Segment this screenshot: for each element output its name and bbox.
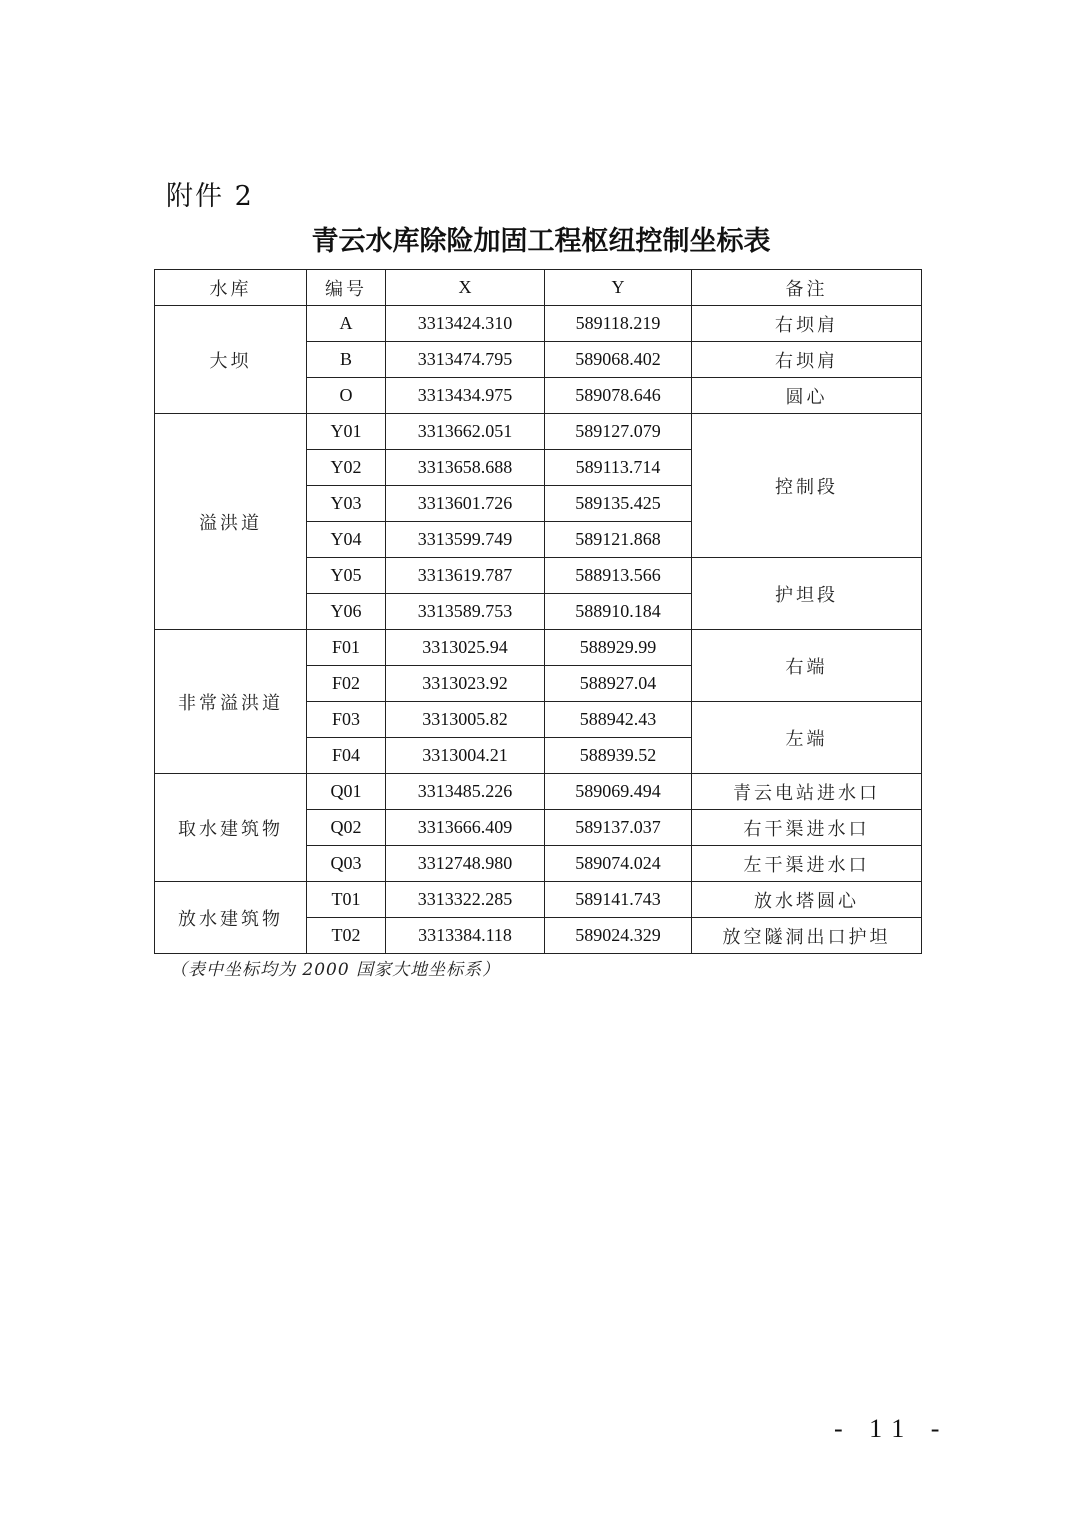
header-remark: 备注 — [692, 270, 922, 306]
y-value: 589121.868 — [545, 522, 692, 558]
point-id: Y04 — [307, 522, 386, 558]
y-value: 589069.494 — [545, 774, 692, 810]
x-value: 3313658.688 — [386, 450, 545, 486]
point-id: Q03 — [307, 846, 386, 882]
point-id: Y01 — [307, 414, 386, 450]
x-value: 3313485.226 — [386, 774, 545, 810]
point-id: Q02 — [307, 810, 386, 846]
header-id: 编号 — [307, 270, 386, 306]
remark: 左干渠进水口 — [692, 846, 922, 882]
x-value: 3313384.118 — [386, 918, 545, 954]
coordinate-system-note: （表中坐标均为 2000 国家大地坐标系） — [170, 960, 501, 980]
page-number: - 11 - — [834, 1414, 950, 1443]
remark: 放空隧洞出口护坦 — [692, 918, 922, 954]
x-value: 3312748.980 — [386, 846, 545, 882]
group-name: 大坝 — [155, 306, 307, 414]
point-id: T01 — [307, 882, 386, 918]
point-id: F03 — [307, 702, 386, 738]
remark: 放水塔圆心 — [692, 882, 922, 918]
remark: 右端 — [692, 630, 922, 702]
x-value: 3313005.82 — [386, 702, 545, 738]
y-value: 588929.99 — [545, 630, 692, 666]
group-name: 放水建筑物 — [155, 882, 307, 954]
remark: 左端 — [692, 702, 922, 774]
point-id: O — [307, 378, 386, 414]
point-id: A — [307, 306, 386, 342]
point-id: F04 — [307, 738, 386, 774]
x-value: 3313666.409 — [386, 810, 545, 846]
table-row — [155, 774, 922, 810]
y-value: 589118.219 — [545, 306, 692, 342]
point-id: Y05 — [307, 558, 386, 594]
point-id: Q01 — [307, 774, 386, 810]
remark: 右坝肩 — [692, 306, 922, 342]
header-y: Y — [545, 270, 692, 306]
y-value: 589137.037 — [545, 810, 692, 846]
y-value: 589141.743 — [545, 882, 692, 918]
table-row — [155, 630, 922, 666]
y-value: 589127.079 — [545, 414, 692, 450]
attachment-label: 附件 2 — [166, 181, 254, 212]
group-name: 非常溢洪道 — [155, 630, 307, 774]
point-id: Y03 — [307, 486, 386, 522]
x-value: 3313434.975 — [386, 378, 545, 414]
point-id: F01 — [307, 630, 386, 666]
y-value: 588910.184 — [545, 594, 692, 630]
x-value: 3313424.310 — [386, 306, 545, 342]
x-value: 3313322.285 — [386, 882, 545, 918]
y-value: 588942.43 — [545, 702, 692, 738]
table-row — [155, 414, 922, 450]
header-reservoir: 水库 — [155, 270, 307, 306]
control-coordinates-table — [154, 269, 922, 954]
remark: 右干渠进水口 — [692, 810, 922, 846]
header-x: X — [386, 270, 545, 306]
x-value: 3313004.21 — [386, 738, 545, 774]
x-value: 3313589.753 — [386, 594, 545, 630]
table-header-row — [155, 270, 922, 306]
y-value: 589078.646 — [545, 378, 692, 414]
remark: 控制段 — [692, 414, 922, 558]
remark: 青云电站进水口 — [692, 774, 922, 810]
x-value: 3313599.749 — [386, 522, 545, 558]
y-value: 588939.52 — [545, 738, 692, 774]
y-value: 589074.024 — [545, 846, 692, 882]
x-value: 3313474.795 — [386, 342, 545, 378]
remark: 护坦段 — [692, 558, 922, 630]
group-name: 取水建筑物 — [155, 774, 307, 882]
group-name: 溢洪道 — [155, 414, 307, 630]
y-value: 589135.425 — [545, 486, 692, 522]
point-id: F02 — [307, 666, 386, 702]
x-value: 3313662.051 — [386, 414, 545, 450]
point-id: T02 — [307, 918, 386, 954]
remark: 圆心 — [692, 378, 922, 414]
document-title: 青云水库除险加固工程枢纽控制坐标表 — [311, 226, 771, 257]
x-value: 3313023.92 — [386, 666, 545, 702]
x-value: 3313025.94 — [386, 630, 545, 666]
y-value: 589068.402 — [545, 342, 692, 378]
x-value: 3313619.787 — [386, 558, 545, 594]
table-row — [155, 306, 922, 342]
y-value: 588913.566 — [545, 558, 692, 594]
point-id: Y06 — [307, 594, 386, 630]
y-value: 589113.714 — [545, 450, 692, 486]
table-row — [155, 882, 922, 918]
y-value: 589024.329 — [545, 918, 692, 954]
y-value: 588927.04 — [545, 666, 692, 702]
remark: 右坝肩 — [692, 342, 922, 378]
x-value: 3313601.726 — [386, 486, 545, 522]
point-id: B — [307, 342, 386, 378]
point-id: Y02 — [307, 450, 386, 486]
